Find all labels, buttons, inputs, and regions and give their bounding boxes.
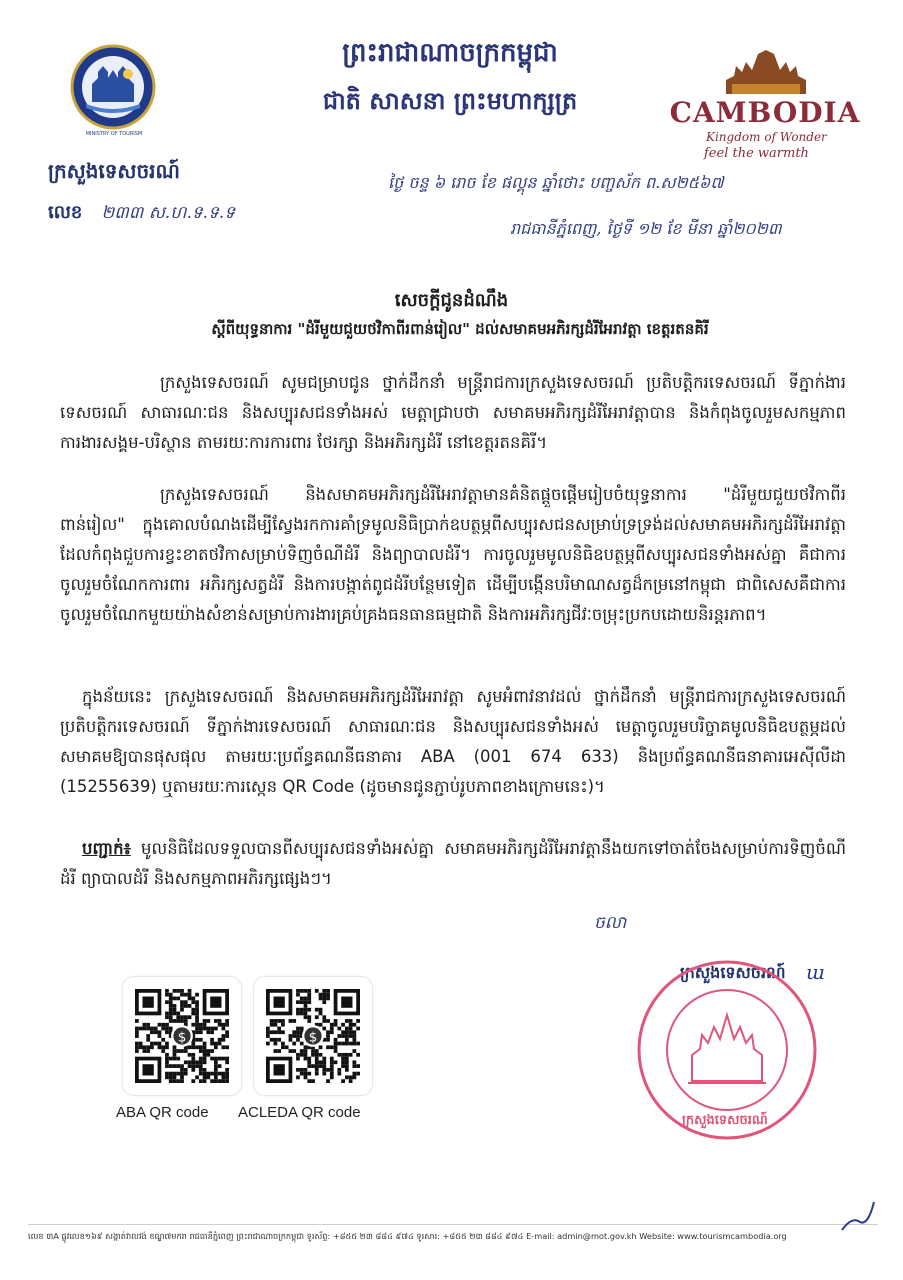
acleda-qr-code[interactable] [253, 976, 373, 1096]
footer-signature-mark [838, 1196, 878, 1240]
reference-label: លេខ [48, 202, 83, 223]
brand-tagline: feel the warmth [704, 146, 809, 161]
note-paragraph [60, 834, 846, 896]
ministry-emblem [70, 44, 156, 130]
signature-title: ក្រសួងទេសចរណ៍ [680, 963, 786, 982]
paragraph-1: ក្រសួងទេសចរណ៍ សូមជម្រាបជូន ថ្នាក់ដឹកនាំ មន្រ្តីរាជការក្រសួងទេសចរណ៍ ប្រតិបត្តិករទេសចរណ៍ ទីភ្នាក់ងារទេសចរណ៍ សាធារណៈជន និងសប្បុរសជនទាំងអស់ មេត្តាជ្រាបថា សមាគមអភិរក្សដំរីអែរាវត្តាបាន និងកំពុងចូលរួមសកម្មភាពការងារសង្គម-បរិស្ថាន តាមរយៈការការពារ ថែរក្សា និងអភិរក្សដំរី នៅខេត្តរតនគិរី។ [60, 373, 846, 452]
kingdom-heading: ព្រះរាជាណាចក្រកម្ពុជា [342, 38, 558, 68]
motto-heading: ជាតិ សាសនា ព្រះមហាក្សត្រ [322, 86, 578, 115]
lunar-date: ថ្ងៃ ចន្ទ ៦ រោច ខែ ផល្គុន ឆ្នាំថោះ បញ្ចស័ក ព.ស២៥៦៧ [388, 173, 724, 192]
aba-qr-label: ABA QR code [116, 1104, 209, 1121]
note-label: បញ្ជាក់៖ [82, 839, 131, 858]
brand-subtitle: Kingdom of Wonder [706, 130, 827, 144]
reference-value: ២៣៣ ស.ហ.ទ.ទ.ទ [101, 203, 236, 223]
initials-mark: ចលា [594, 913, 627, 933]
paragraph-3: ក្នុងន័យនេះ ក្រសួងទេសចរណ៍ និងសមាគមអភិរក្សដំរីអែរាវត្តា សូមអំពាវនាវដល់ ថ្នាក់ដឹកនាំ មន្រ្តីរាជការក្រសួងទេសចរណ៍ ប្រតិបត្តិករទេសចរណ៍ ទីភ្នាក់ងារទេសចរណ៍ សាធារណៈជន និងសប្បុរសជនទាំងអស់ មេត្តាចូលរួមបរិច្ចាគមូលនិធិឧបត្ថម្ភដល់សមាគមឱ្យបានផុសផុល តាមរយៈប្រព័ន្ធគណនីធនាគារ ABA (001 674 633) និងប្រព័ន្ធគណនីធនាគារអេស៊ីលីដា (15255639) ឬតាមរយៈការស្កេន QR Code (ដូចមានជូនភ្ជាប់រូបភាពខាងក្រោមនេះ)។ [60, 687, 846, 796]
gregorian-date: រាជធានីភ្នំពេញ, ថ្ងៃទី ១២ ខែ មីនា ឆ្នាំ២០២៣ [510, 219, 782, 238]
brand-name: CAMBODIA [669, 96, 861, 129]
notice-body [60, 368, 846, 896]
notice-title: សេចក្តីជូនដំណឹង [394, 290, 509, 311]
emblem-caption: MINISTRY OF TOURISM [85, 131, 143, 137]
ministry-name: ក្រសួងទេសចរណ៍ [48, 159, 180, 183]
stamp-text-bottom: ក្រសួងទេសចរណ៍ [682, 1113, 768, 1128]
qr-code-icon [135, 989, 229, 1083]
aba-qr-code[interactable] [122, 976, 242, 1096]
notice-subtitle: ស្តីពីយុទ្ធនាការ "ដំរីមួយជួយថវិកាពីរពាន់រៀល" ដល់សមាគមអភិរក្សដំរីអែរាវត្តា ខេត្តរតនគិរី [211, 320, 709, 338]
footer-divider [28, 1224, 878, 1225]
note-text: មូលនិធិដែលទទួលបានពីសប្បុរសជនទាំងអស់គ្នា សមាគមអភិរក្សដំរីអែរាវត្តានឹងយកទៅចាត់ចែងសម្រាប់ការទិញចំណីដំរី ព្យាបាលដំរី និងសកម្មភាពអភិរក្សផ្សេងៗ។ [60, 839, 846, 888]
angkor-temple-icon [724, 50, 808, 94]
acleda-qr-label: ACLEDA QR code [238, 1104, 361, 1121]
signature-mark: ɯ [806, 960, 825, 984]
cambodia-brand-logo [668, 50, 862, 166]
svg-text:$: $ [308, 1029, 318, 1046]
footer-contact: លេខ ៣A ផ្លូវលេខ១៦៩ សង្កាត់វាលវង់ ខណ្ឌ៧មករា រាជធានីភ្នំពេញ ព្រះរាជាណាចក្រកម្ពុជា ទូរស័ព្ទ: +៨៥៥ ២៣ ៨៨៤ ៩៧៤ ទូរសារ: +៨៥៥ ២៣ ៨៨៤ ៩៧៤ E-mail: admin@mot.gov.kh Website: www.tourismcambodia.org [28, 1231, 787, 1241]
paragraph-2: ក្រសួងទេសចរណ៍ និងសមាគមអភិរក្សដំរីអែរាវត្តាមានគំនិតផ្តួចផ្តើមរៀបចំយុទ្ធនាការ "ដំរីមួយជួយថវិកាពីរពាន់រៀល" ក្នុងគោលបំណងដើម្បីស្វែងរកការគាំទ្រមូលនិធិប្រាក់ឧបត្ថម្ភពីសប្បុរសជនសម្រាប់ទ្រទ្រង់ដល់សមាគមអភិរក្សដំរីអែរាវត្តាដែលកំពុងជួបការខ្វះខាតថវិកាសម្រាប់ទិញចំណីដំរី និងព្យាបាលដំរី។ ការចូលរួមមូលនិធិឧបត្ថម្ភពីសប្បុរសជនទាំងអស់គ្នា គឺជាការចូលរួមចំណែកការពារ អភិរក្សសត្វដំរី និងការបង្កាត់ពូជដំរីបន្ថែមទៀត ដើម្បីបង្កើនបរិមាណសត្វដ៏កម្រនៅកម្ពុជា ជាពិសេសគឺជាការចូលរួមចំណែកមួយយ៉ាងសំខាន់សម្រាប់ការងារគ្រប់គ្រងធនធានធម្មជាតិ និងការអភិរក្សជីវៈចម្រុះប្រកបដោយនិរន្តរភាព។ [60, 485, 846, 624]
qr-code-icon [266, 989, 360, 1083]
reference-number [48, 200, 235, 227]
svg-text:$: $ [177, 1029, 187, 1046]
